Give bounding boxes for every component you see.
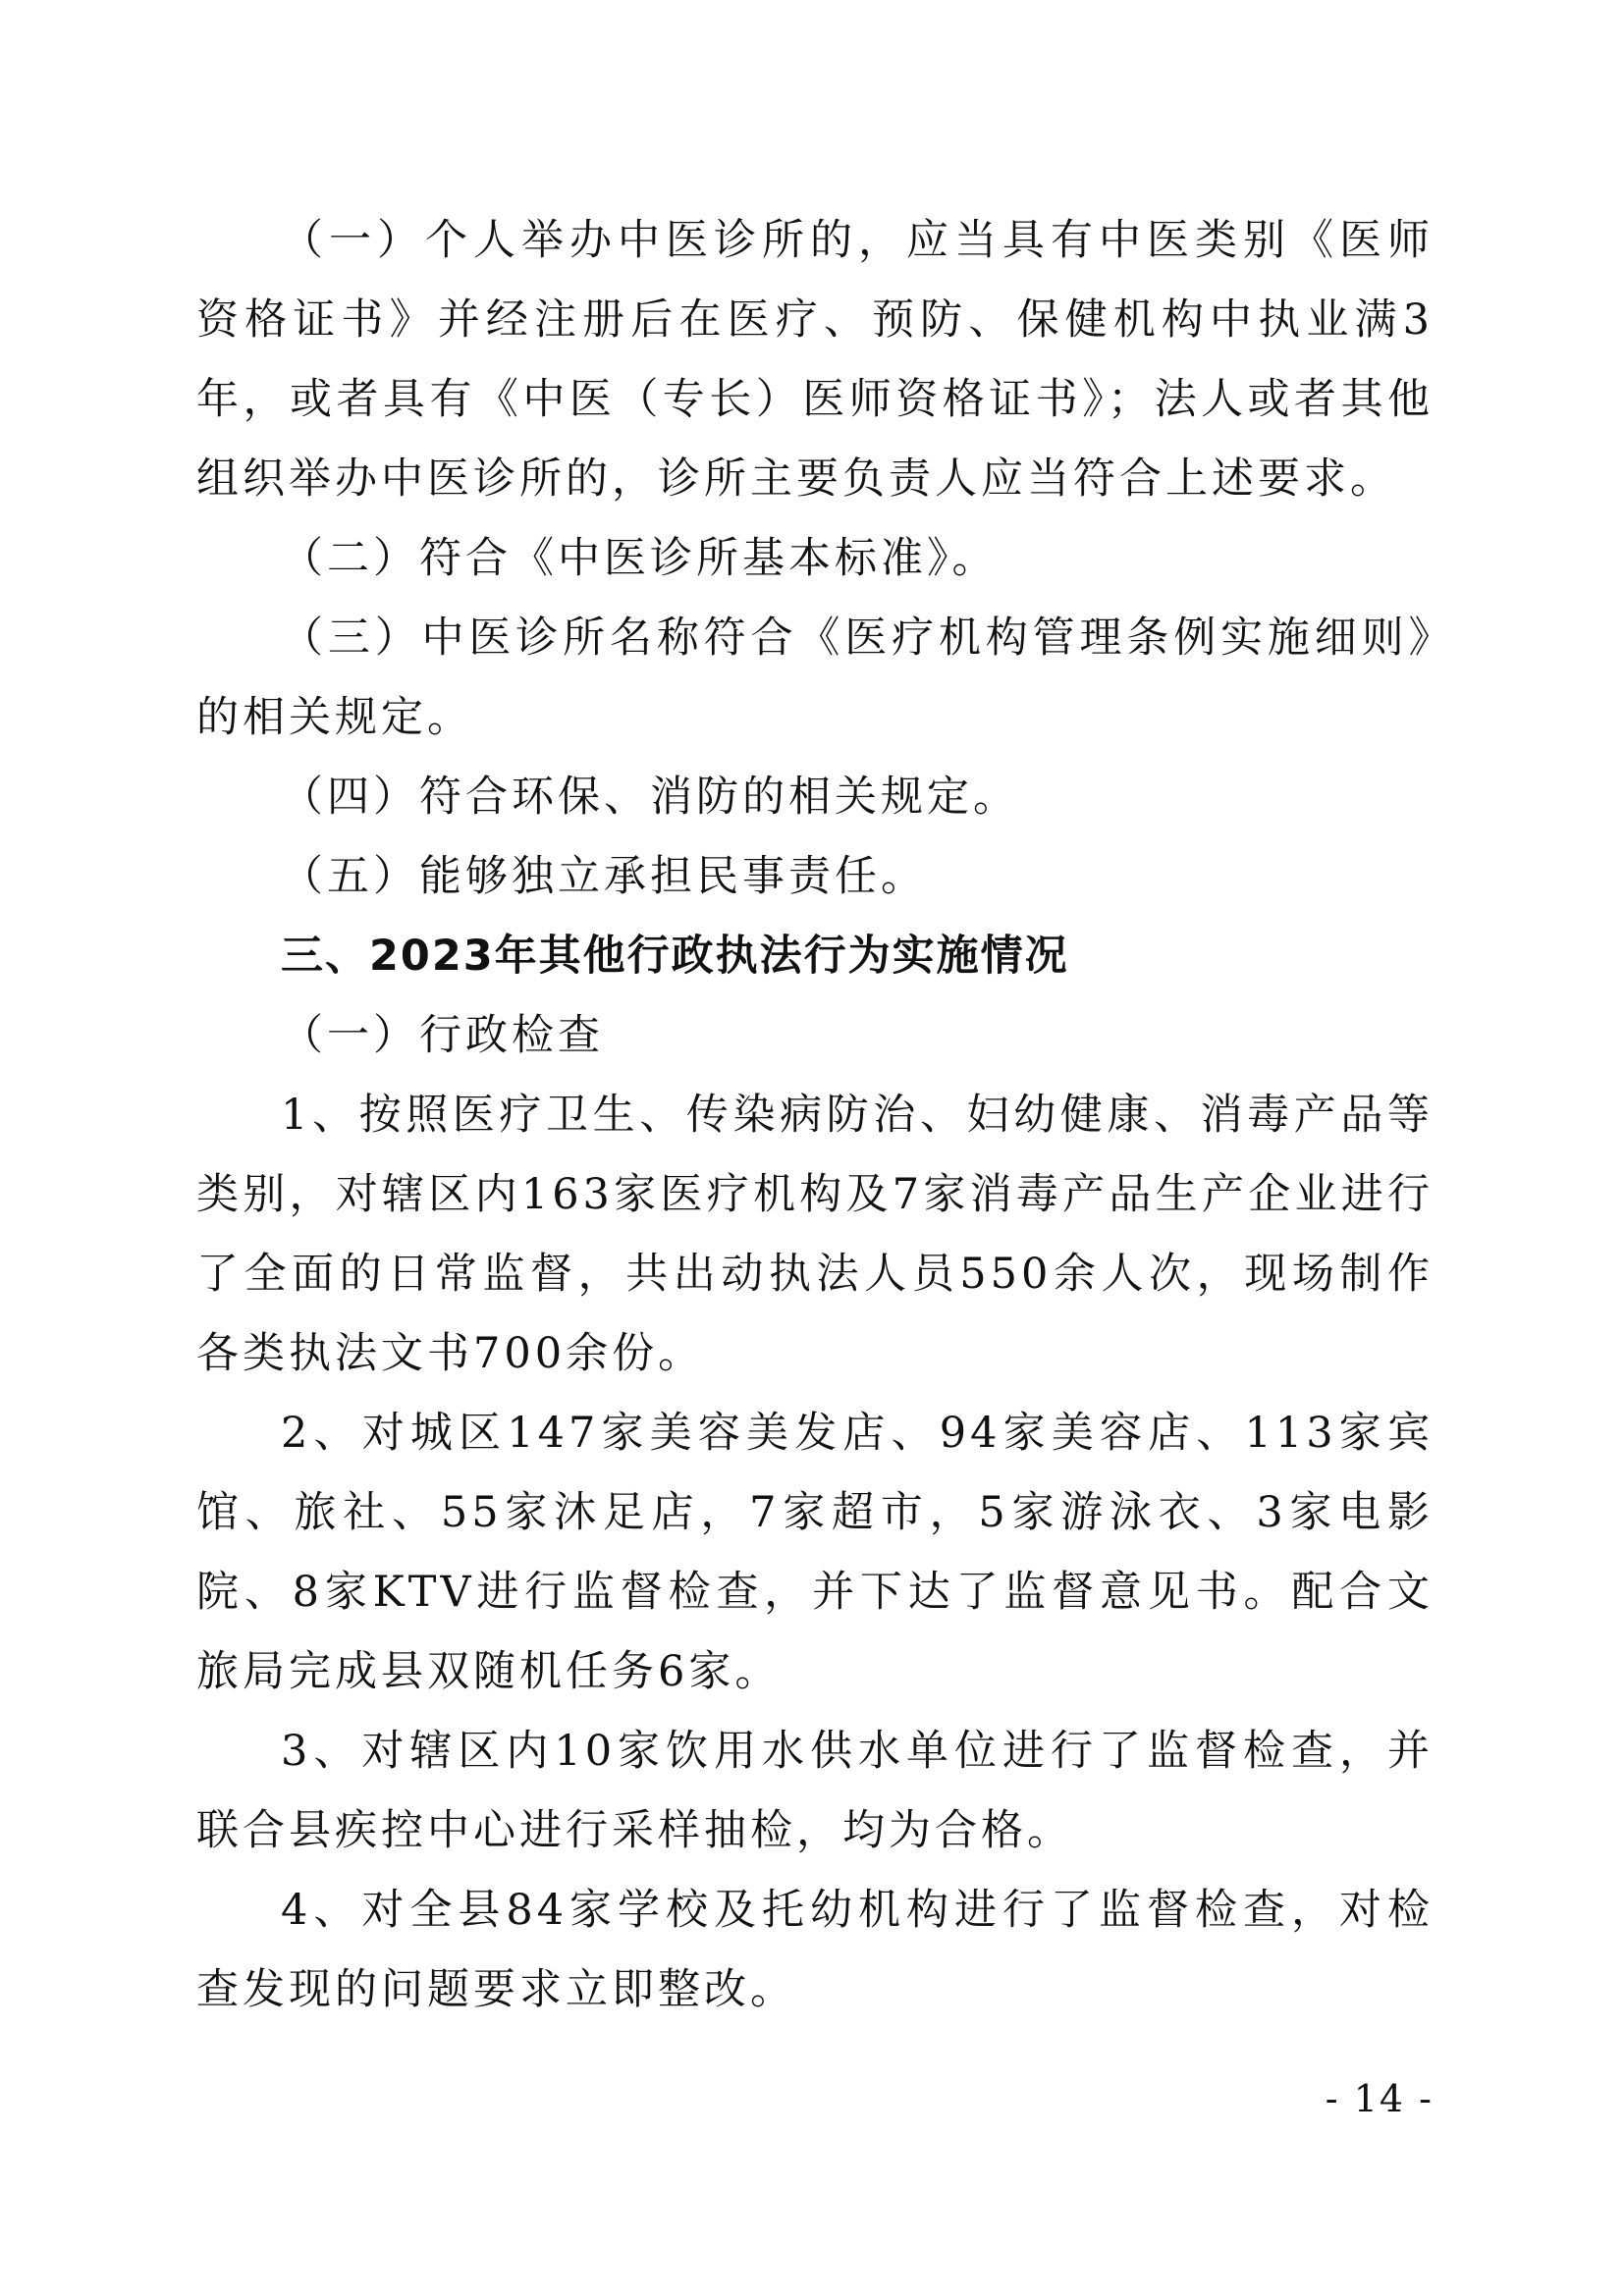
inspection-item-3: 3、对辖区内10家饮用水供水单位进行了监督检查，并联合县疾控中心进行采样抽检，均为合格。 (196, 1727, 1434, 1855)
paragraph-requirement-1: （一）个人举办中医诊所的，应当具有中医类别《医师资格证书》并经注册后在医疗、预防、保健机构中执业满3年，或者具有《中医（专长）医师资格证书》；法人或者其他组织举办中医诊所的，诊所主要负责人应当符合上述要求。 (196, 216, 1434, 504)
section-heading: 三、2023年其他行政执法行为实施情况 (281, 932, 1069, 981)
inspection-item-4: 4、对全县84家学校及托幼机构进行了监督检查，对检查发现的问题要求立即整改。 (196, 1886, 1434, 2014)
inspection-item-2: 2、对城区147家美容美发店、94家美容店、113家宾馆、旅社、55家沐足店，7家超市，5家游泳衣、3家电影院、8家KTV进行监督检查，并下达了监督意见书。配合文旅局完成县双随机任务6家。 (196, 1409, 1434, 1696)
subheading-inspection: （一）行政检查 (281, 1011, 604, 1060)
paragraph-requirement-5: （五）能够独立承担民事责任。 (281, 852, 927, 901)
inspection-item-1: 1、按照医疗卫生、传染病防治、妇幼健康、消毒产品等类别，对辖区内163家医疗机构及7家消毒产品生产企业进行了全面的日常监督，共出动执法人员550余人次，现场制作各类执法文书700余份。 (196, 1091, 1434, 1378)
paragraph-requirement-4: （四）符合环保、消防的相关规定。 (281, 773, 1019, 822)
paragraph-requirement-2: （二）符合《中医诊所基本标准》。 (281, 534, 999, 583)
document-body (196, 201, 1434, 2030)
paragraph-requirement-3: （三）中医诊所名称符合《医疗机构管理条例实施细则》的相关规定。 (196, 614, 1434, 742)
page-number: - 14 - (1325, 2077, 1434, 2120)
